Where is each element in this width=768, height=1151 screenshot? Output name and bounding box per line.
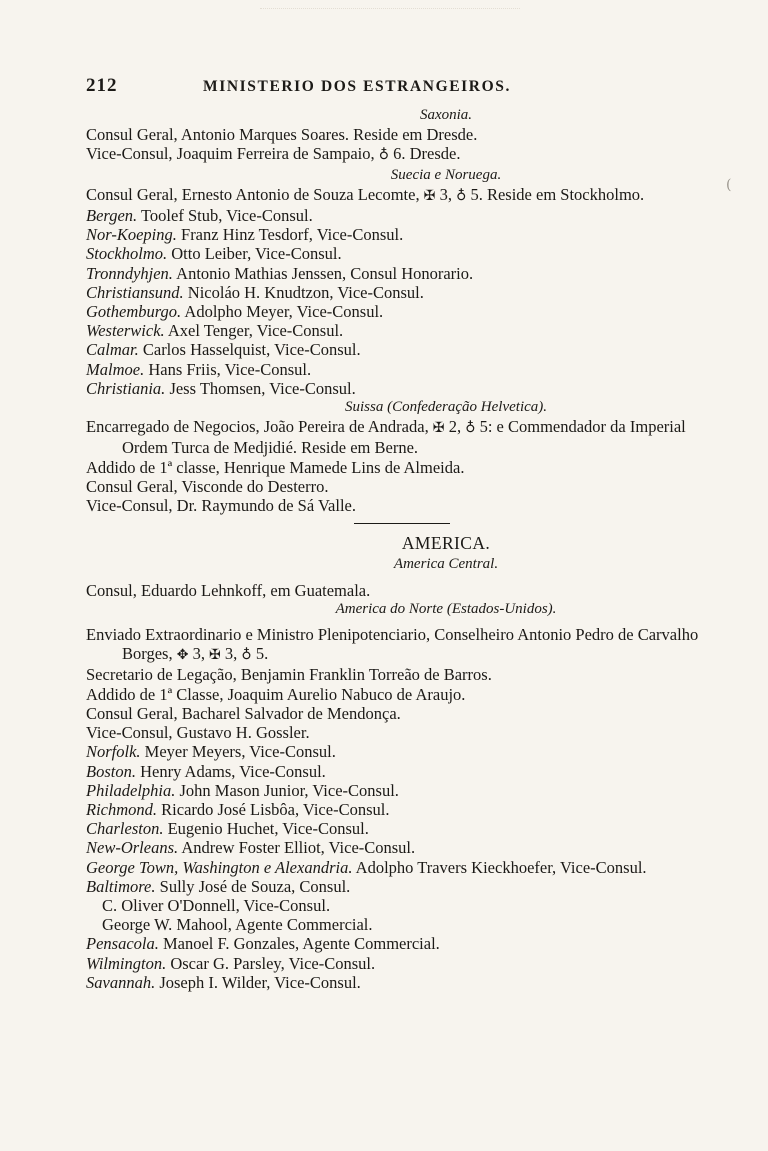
entry <box>86 225 726 244</box>
entry: Vice-Consul, Dr. Raymundo de Sá Valle. <box>86 496 357 516</box>
entry <box>86 742 726 761</box>
entry-text: 5. Reside em Stockholmo. <box>466 184 645 204</box>
entry-text: Enviado Extraordinario e Ministro Plenipotenciario, Conselheiro Antonio Pedro de Carvalho Borges, <box>86 625 699 664</box>
entry: Consul Geral, Visconde do Desterro. <box>86 476 329 496</box>
page-number: 212 <box>86 75 118 96</box>
place-name: Bergen. <box>86 206 138 226</box>
entry <box>86 858 726 877</box>
entry-text: Meyer Meyers, Vice-Consul. <box>140 742 336 762</box>
place-name: Wilmington. <box>86 953 167 973</box>
entry <box>86 340 726 359</box>
entry <box>86 877 726 896</box>
place-name: Richmond. <box>86 799 158 819</box>
place-name: Savannah. <box>86 972 156 992</box>
entry-text: Axel Tenger, Vice-Consul. <box>164 321 344 341</box>
entry <box>86 360 726 379</box>
place-name: Christiania. <box>86 378 166 398</box>
entry <box>86 625 726 665</box>
entry: Consul, Eduardo Lehnkoff, em Guatemala. <box>86 580 371 600</box>
entry-text: Eugenio Huchet, Vice-Consul. <box>163 819 369 839</box>
entry-text: Sully José de Souza, Consul. <box>155 876 351 896</box>
place-name: New-Orleans. <box>86 838 179 858</box>
place-name: Charleston. <box>86 819 164 839</box>
entry-text: 5. <box>251 644 269 664</box>
entry-text: 3, <box>188 644 210 664</box>
entry <box>86 321 726 340</box>
entry-text: 6. Dresde. <box>389 144 461 164</box>
cross-icon: ✠ <box>432 420 445 437</box>
entry: C. Oliver O'Donnell, Vice-Consul. <box>102 895 331 915</box>
entry <box>86 781 726 800</box>
entry: Consul Geral, Bacharel Salvador de Mendonça. <box>86 703 401 723</box>
entry-text: Toolef Stub, Vice-Consul. <box>137 206 313 226</box>
entry: Vice-Consul, Gustavo H. Gossler. <box>86 723 310 743</box>
entry: George W. Mahool, Agente Commercial. <box>102 915 373 935</box>
entry <box>86 819 726 838</box>
medal-icon: ♁ <box>378 147 389 164</box>
section-divider <box>354 523 450 524</box>
entry-text: Franz Hinz Tesdorf, Vice-Consul. <box>176 225 404 245</box>
entry <box>86 283 726 302</box>
entry-text: Manoel F. Gonzales, Agente Commercial. <box>158 934 440 954</box>
place-name: Nor-Koeping. <box>86 225 177 245</box>
place-name: Boston. <box>86 761 136 781</box>
bleed-through-texture <box>260 8 520 49</box>
entry <box>86 800 726 819</box>
medal-icon: ♁ <box>456 187 467 204</box>
medal-icon: ♁ <box>465 420 476 437</box>
entry-text: 5: e Commendador da Imperial Ordem Turca de Medjidié. Reside em Berne. <box>122 417 686 458</box>
section-heading-suissa: Suissa (Confederação Helvetica). <box>344 399 548 416</box>
place-name: George Town, Washington e Alexandria. <box>86 857 353 877</box>
entry <box>86 973 726 992</box>
order-star-icon: ✥ <box>176 647 189 664</box>
place-name: Baltimore. <box>86 876 156 896</box>
continent-heading-america: AMERICA. <box>401 533 491 554</box>
place-name: Christiansund. <box>86 282 184 302</box>
entry-text: Oscar G. Parsley, Vice-Consul. <box>166 953 376 973</box>
entry-text: Antonio Mathias Jenssen, Consul Honorario. <box>172 263 474 283</box>
section-heading-suecia: Suecia e Noruega. <box>390 166 502 183</box>
entry-text: 3, <box>435 184 457 204</box>
cross-icon: ✠ <box>423 187 436 204</box>
place-name: Philadelphia. <box>86 780 176 800</box>
entry <box>86 302 726 321</box>
entry <box>86 838 726 857</box>
running-head <box>86 76 726 106</box>
entry <box>86 185 726 206</box>
cross-icon: ✠ <box>209 647 221 664</box>
entry-text: John Mason Junior, Vice-Consul. <box>175 780 399 800</box>
entry-text: Ricardo José Lisbôa, Vice-Consul. <box>157 799 390 819</box>
entry-text: Adolpho Travers Kieckhoefer, Vice-Consul. <box>352 857 647 877</box>
place-name: Malmoe. <box>86 359 145 379</box>
section-heading-america-central: America Central. <box>393 556 499 573</box>
entry-text: Nicoláo H. Knudtzon, Vice-Consul. <box>183 282 424 302</box>
running-title: MINISTERIO DOS ESTRANGEIROS. <box>203 78 511 95</box>
entry-text: Otto Leiber, Vice-Consul. <box>167 244 342 264</box>
place-name: Stockholmo. <box>86 244 168 264</box>
entry <box>86 144 726 165</box>
place-name: Pensacola. <box>86 934 159 954</box>
entry-text: Encarregado de Negocios, João Pereira de Andrada, <box>86 417 433 437</box>
entry-text: Vice-Consul, Joaquim Ferreira de Sampaio, <box>86 144 379 164</box>
medal-icon: ♁ <box>241 647 252 664</box>
section-heading-america-norte: America do Norte (Estados-Unidos). <box>335 600 557 617</box>
entry: Secretario de Legação, Benjamin Franklin Torreão de Barros. <box>86 665 492 685</box>
entry <box>86 264 726 283</box>
entry-text: Carlos Hasselquist, Vice-Consul. <box>138 340 361 360</box>
place-name: Tronndyhjen. <box>86 263 173 283</box>
entry <box>86 206 726 225</box>
entry <box>86 417 726 457</box>
entry-text: Henry Adams, Vice-Consul. <box>135 761 326 781</box>
margin-mark: ( <box>726 177 732 193</box>
entry: Consul Geral, Antonio Marques Soares. Reside em Dresde. <box>86 125 478 145</box>
entry <box>86 934 726 953</box>
place-name: Calmar. <box>86 340 139 360</box>
entry <box>86 954 726 973</box>
entry-text: Adolpho Meyer, Vice-Consul. <box>181 302 384 322</box>
entry-text: Jess Thomsen, Vice-Consul. <box>165 378 356 398</box>
entry-text: Joseph I. Wilder, Vice-Consul. <box>155 972 361 992</box>
entry <box>86 379 726 398</box>
entry-text: Andrew Foster Elliot, Vice-Consul. <box>178 838 416 858</box>
entry <box>86 244 726 263</box>
entry: Addido de 1ª classe, Henrique Mamede Lins de Almeida. <box>86 457 465 477</box>
section-heading-saxonia: Saxonia. <box>419 107 473 123</box>
entry: Addido de 1ª Classe, Joaquim Aurelio Nabuco de Araujo. <box>86 684 466 704</box>
place-name: Gothemburgo. <box>86 302 182 322</box>
entry <box>86 762 726 781</box>
entry-text: 2, <box>444 417 466 437</box>
entry-text: 3, <box>220 644 242 664</box>
place-name: Norfolk. <box>86 742 141 762</box>
document-page <box>86 75 732 992</box>
entry-text: Hans Friis, Vice-Consul. <box>144 359 312 379</box>
entry-text: Consul Geral, Ernesto Antonio de Souza Lecomte, <box>86 184 424 204</box>
place-name: Westerwick. <box>86 321 165 341</box>
